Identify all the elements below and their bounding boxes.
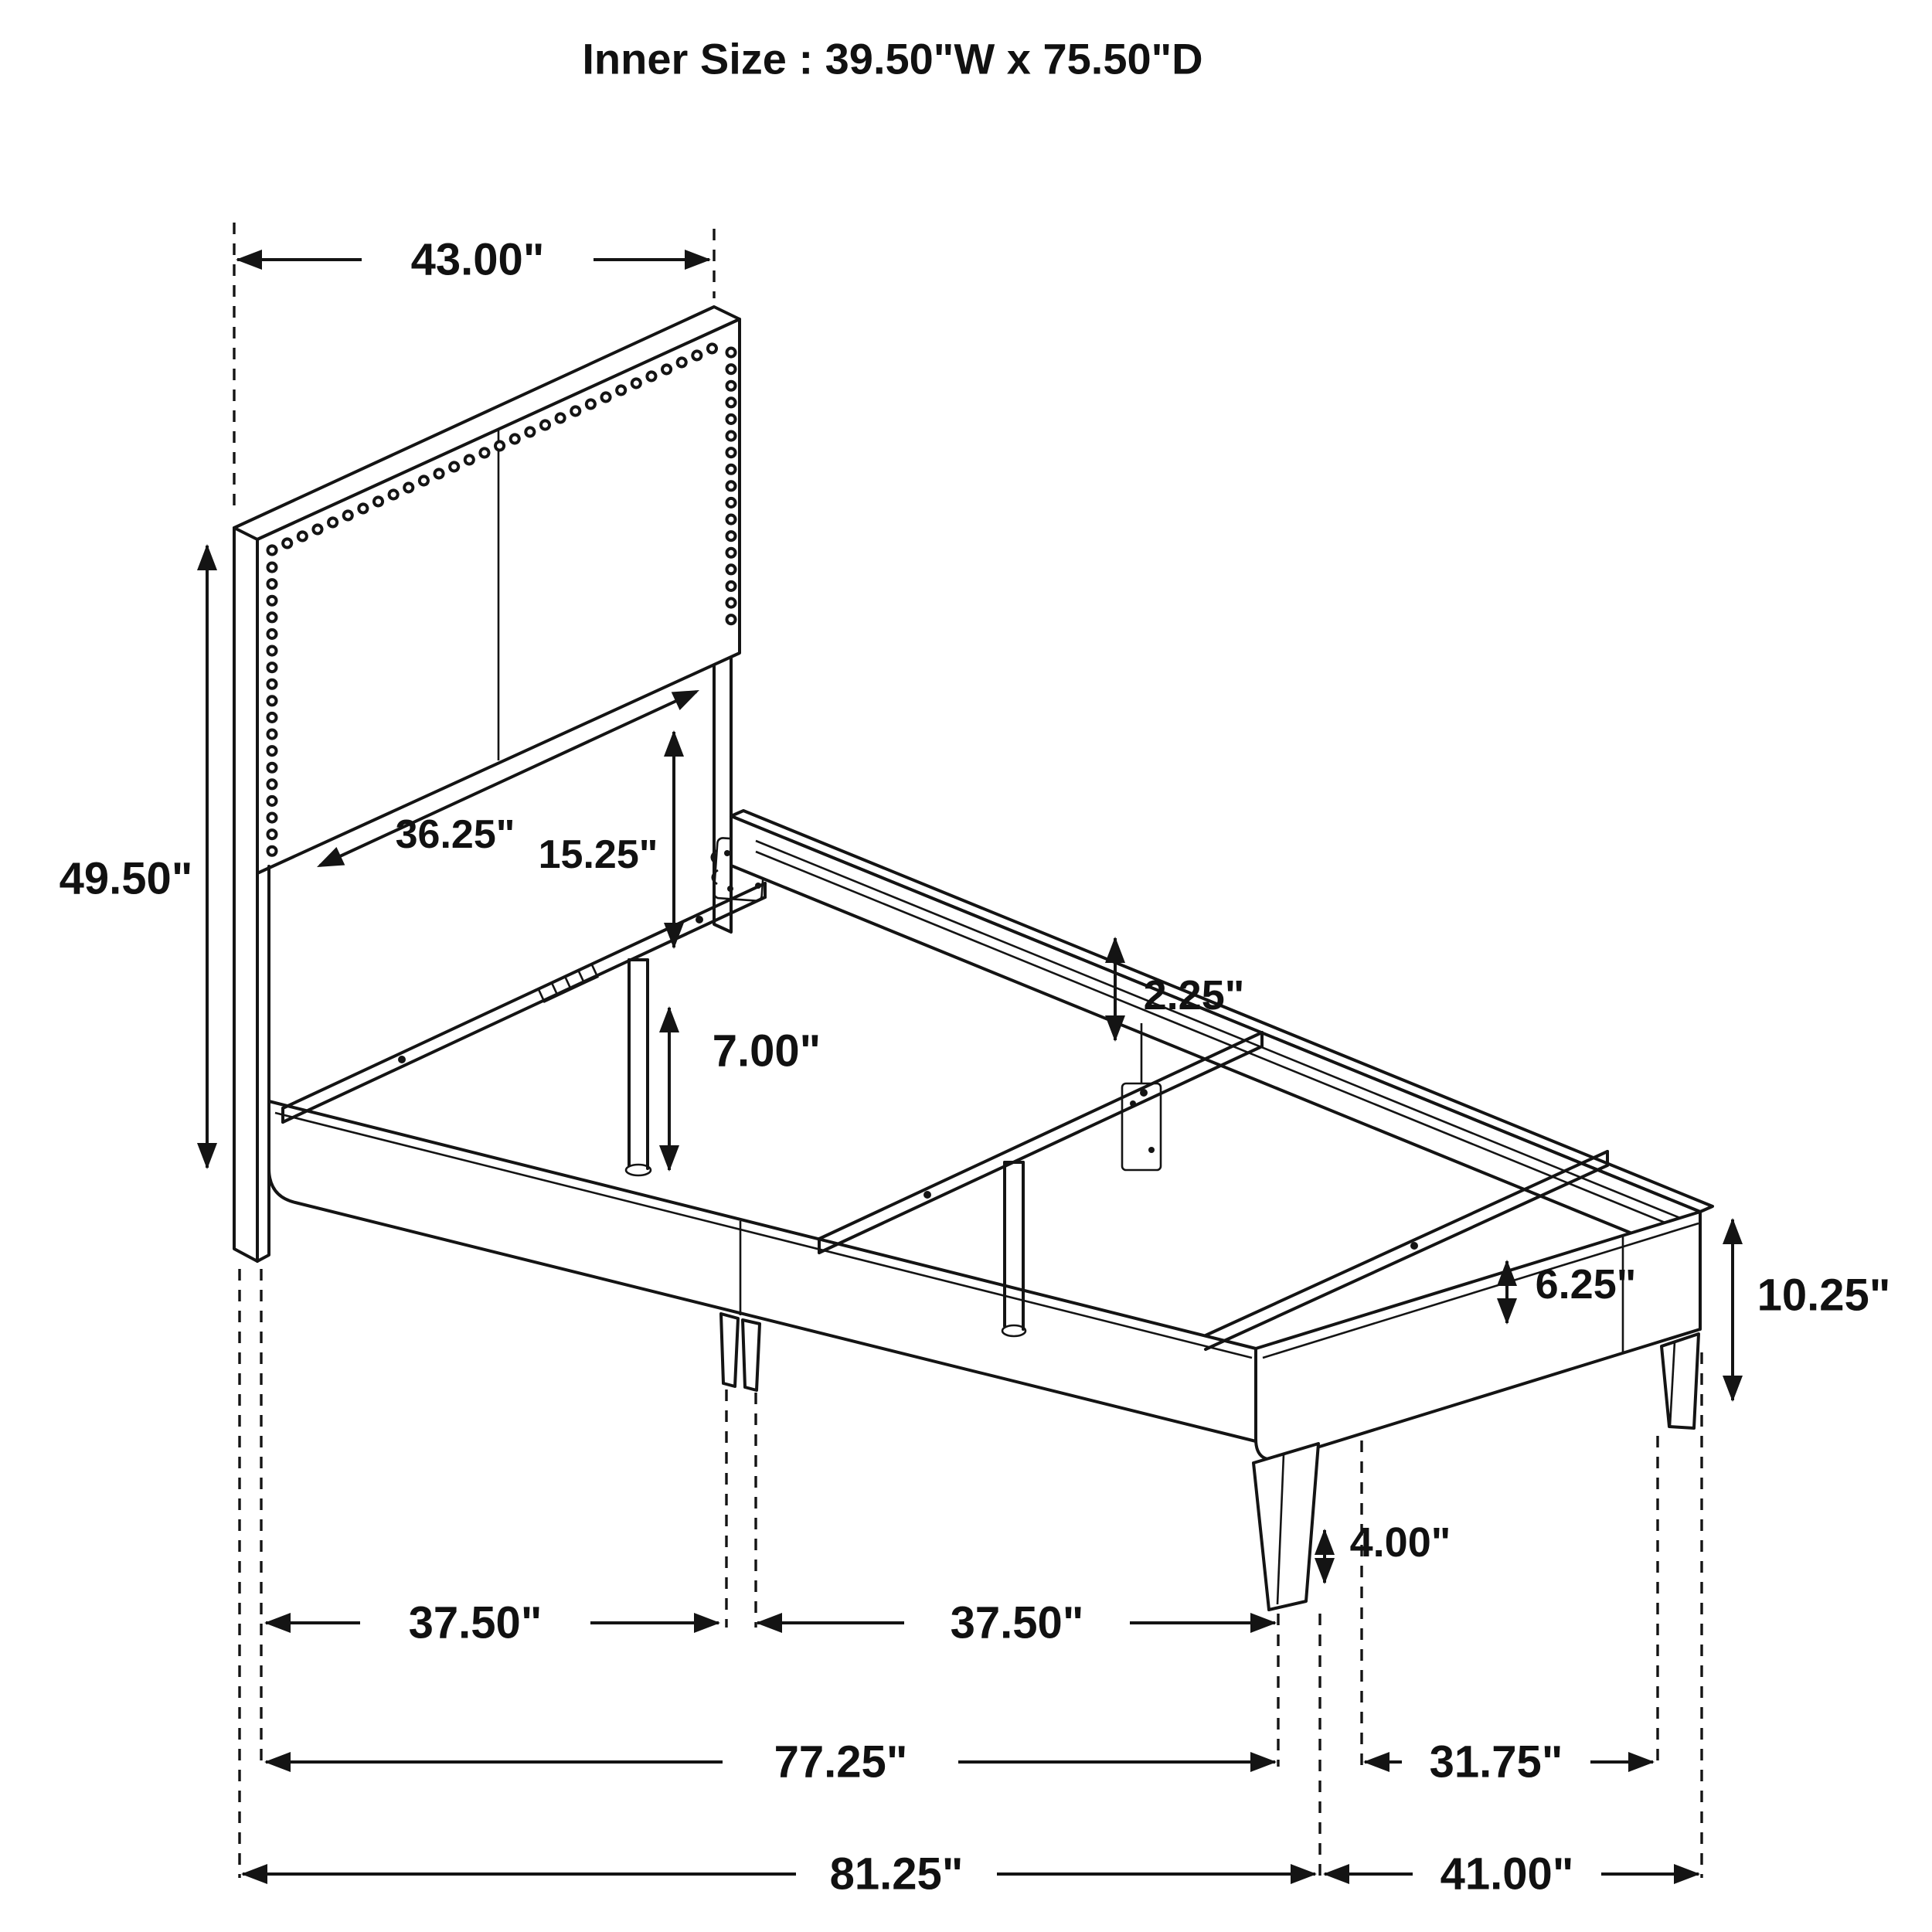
dim-foot-inner-width-label: 31.75" (1429, 1736, 1563, 1787)
dim-center-leg-label: 7.00" (712, 1026, 821, 1077)
foot-near-leg (1253, 1444, 1318, 1610)
slat-spring-detail (539, 964, 597, 1002)
dim-headboard-height (60, 544, 217, 1169)
dim-frame-length-label: 77.25" (774, 1736, 908, 1787)
dim-span-head (264, 1598, 720, 1648)
dim-headboard-height-label: 49.50" (59, 853, 193, 904)
dim-headboard-leg-label: 15.25" (538, 832, 658, 877)
dim-frame-length (264, 1737, 1277, 1787)
dim-headboard-width (236, 235, 711, 285)
dim-headboard-width-label: 43.00" (410, 234, 545, 285)
dim-slat-thickness-label: 2.25" (1143, 972, 1245, 1019)
dim-foot-leg-label: 4.00" (1349, 1519, 1451, 1566)
dim-foot-width (1323, 1849, 1700, 1900)
center-leg-1 (626, 960, 651, 1175)
dim-span-foot (756, 1598, 1277, 1648)
rail-seam-leg (721, 1314, 738, 1386)
dim-foot-leg (1315, 1519, 1451, 1584)
near-side-rail (269, 1101, 1256, 1441)
dim-rail-height-label: 6.25" (1535, 1261, 1637, 1308)
dim-corner-height-label: 10.25" (1757, 1270, 1891, 1321)
dim-foot-width-label: 41.00" (1440, 1849, 1574, 1900)
dim-total-length-label: 81.25" (829, 1849, 964, 1900)
slat-rail-2 (819, 1032, 1262, 1253)
dim-headboard-leg (539, 730, 684, 949)
dim-headboard-panel-width-label: 36.25" (395, 812, 515, 857)
far-side-rail (731, 811, 1713, 1261)
dim-span-head-label: 37.50" (408, 1597, 543, 1648)
dim-total-length (241, 1849, 1317, 1900)
dim-center-leg (659, 1006, 821, 1172)
rail-seam-leg (743, 1320, 760, 1390)
dim-span-foot-label: 37.50" (950, 1597, 1084, 1648)
dim-foot-inner-width (1363, 1737, 1655, 1787)
dim-corner-height (1723, 1218, 1890, 1402)
page-title: Inner Size : 39.50"W x 75.50"D (582, 34, 1203, 83)
slat-rail-1 (283, 883, 765, 1122)
foot-right-leg (1662, 1334, 1699, 1428)
